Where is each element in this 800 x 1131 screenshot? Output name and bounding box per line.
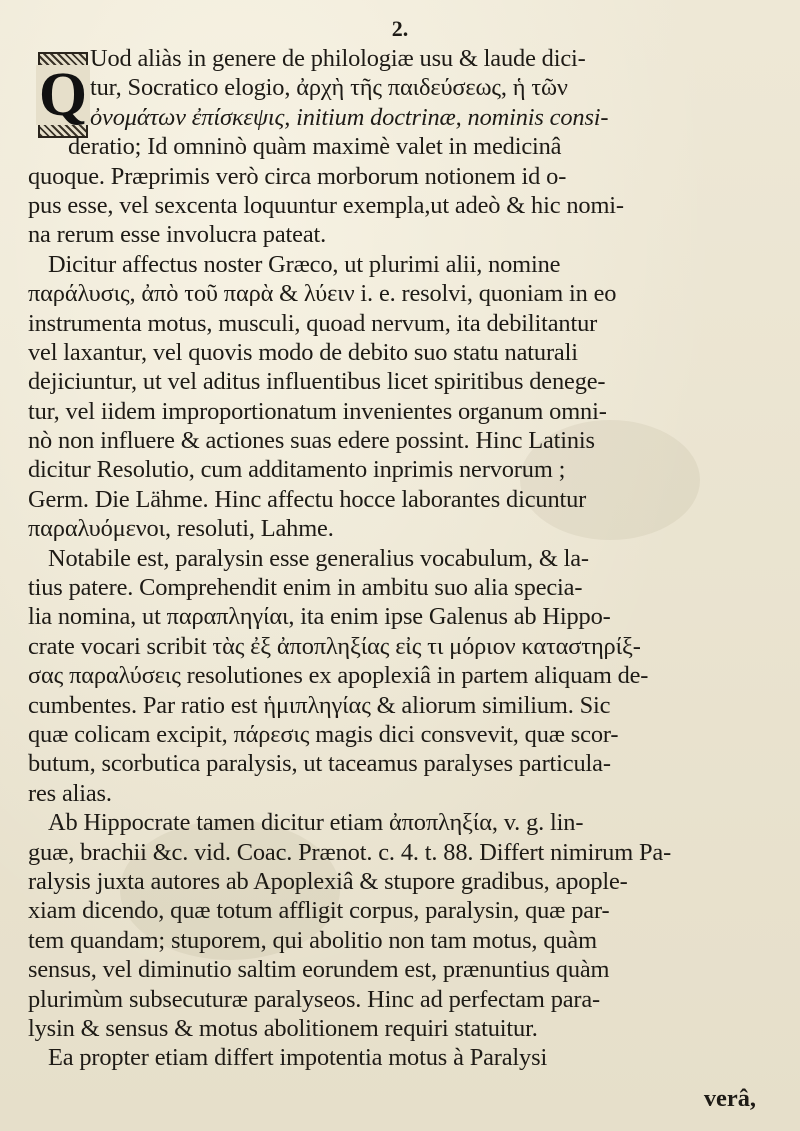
- text-line: Notabile est, paralysin esse generalius vocabulum, & la-: [48, 544, 589, 572]
- text-line: res alias.: [28, 779, 112, 807]
- text-line: cumbentes. Par ratio est ἡμιπληγίας & aliorum similium. Sic: [28, 691, 611, 719]
- text-line: dicitur Resolutio, cum additamento inprimis nervorum ;: [28, 456, 566, 484]
- text-line: ralysis juxta autores ab Apoplexiâ & stupore gradibus, apople-: [28, 867, 628, 895]
- text-line: plurimùm subsecuturæ paralyseos. Hinc ad perfectam para-: [28, 985, 601, 1013]
- text-line: quoque. Præprimis verò circa morborum notionem id o-: [28, 162, 567, 190]
- text-line: lia nomina, ut παραπληγίαι, ita enim ipse Galenus ab Hippo-: [28, 603, 611, 631]
- body-text: [28, 44, 758, 1073]
- text-line: butum, scorbutica paralysis, ut taceamus paralyses particula-: [28, 750, 611, 778]
- text-line: sensus, vel diminutio saltim eorundem est, prænuntius quàm: [28, 956, 610, 984]
- text-line: pus esse, vel sexcenta loquuntur exempla,ut adeò & hic nomi-: [28, 191, 624, 219]
- text-line: guæ, brachii &c. vid. Coac. Prænot. c. 4. t. 88. Differt nimirum Pa-: [28, 838, 672, 866]
- text-line: ὀνομάτων ἐπίσκεψις, initium doctrinæ, nominis consi-: [90, 103, 609, 131]
- catchword: verâ,: [703, 1085, 756, 1112]
- text-line: σας παραλύσεις resolutiones ex apoplexiâ in partem aliquam de-: [28, 662, 649, 690]
- text-line: deratio; Id omninò quàm maximè valet in medicinâ: [68, 133, 562, 161]
- text-line: tius patere. Comprehendit enim in ambitu suo alia specia-: [28, 574, 583, 602]
- text-line: xiam dicendo, quæ totum affligit corpus, paralysin, quæ par-: [28, 897, 610, 925]
- text-line: παράλυσις, ἀπὸ τοῦ παρὰ & λύειν i. e. resolvi, quoniam in eo: [28, 280, 617, 308]
- text-line: παραλυόμενοι, resoluti, Lahme.: [28, 515, 334, 543]
- text-line: Germ. Die Lähme. Hinc affectu hocce laborantes dicuntur: [28, 485, 587, 513]
- text-line: dejiciuntur, ut vel aditus influentibus licet spiritibus denege-: [28, 368, 606, 396]
- text-line: crate vocari scribit τὰς ἐξ ἀποπληξίας εἰς τι μόριον καταστηρίξ-: [28, 632, 641, 660]
- text-line: quæ colicam excipit, πάρεσις magis dici consvevit, quæ scor-: [28, 720, 619, 748]
- text-line: tur, Socratico elogio, ἀρχὴ τῆς παιδεύσεως, ἡ τῶν: [90, 74, 568, 102]
- text-line: tur, vel iidem improportionatum invenientes organum omni-: [28, 397, 607, 425]
- text-line: nò non influere & actiones suas edere possint. Hinc Latinis: [28, 427, 595, 455]
- page-number: 2.: [391, 16, 409, 41]
- text-line: na rerum esse involucra pateat.: [28, 221, 327, 249]
- text-line: Uod aliàs in genere de philologiæ usu & laude dici-: [90, 45, 586, 72]
- text-line: Ab Hippocrate tamen dicitur etiam ἀποπληξία, v. g. lin-: [48, 809, 584, 837]
- text-line: tem quandam; stuporem, qui abolitio non tam motus, quàm: [28, 926, 597, 954]
- text-line: vel laxantur, vel quovis modo de debito suo statu naturali: [28, 338, 578, 366]
- text-line: instrumenta motus, musculi, quoad nervum, ita debilitantur: [28, 309, 598, 337]
- text-line: lysin & sensus & motus abolitionem requiri statuitur.: [28, 1014, 538, 1042]
- text-line: Ea propter etiam differt impotentia motus à Paralysi: [48, 1044, 548, 1072]
- text-line: Dicitur affectus noster Græco, ut plurimi alii, nomine: [48, 250, 561, 278]
- initial-letter: Q: [36, 65, 90, 125]
